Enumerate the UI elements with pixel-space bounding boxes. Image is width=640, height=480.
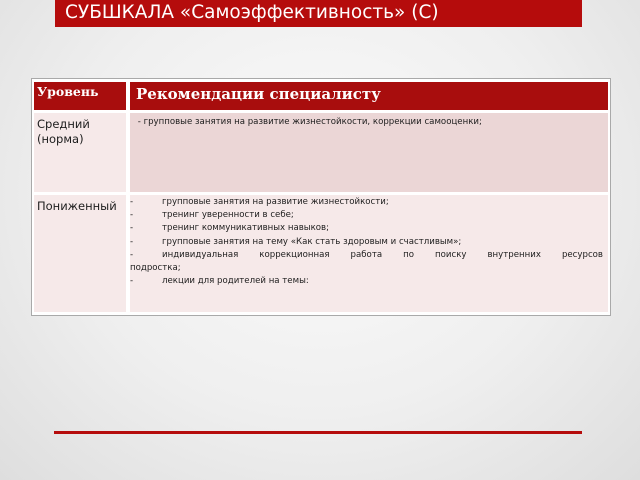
list-item-text: тренинг уверенности в себе; — [162, 210, 294, 221]
list-item-text: индивидуальная коррекционная работа по поиску внутренних ресурсов — [162, 249, 603, 260]
title-banner — [55, 0, 582, 27]
bullet-dash: - — [130, 236, 134, 247]
bullet-dash: - — [130, 276, 134, 287]
recommendation-cell-average: - групповые занятия на развитие жизнестойкости, коррекции самооценки; — [130, 113, 608, 192]
list-item-text: групповые занятия на развитие жизнестойкости; — [162, 197, 389, 207]
header-level: Уровень — [34, 82, 126, 110]
bullet-dash: - — [130, 197, 134, 207]
list-item-text: лекции для родителей на темы: — [162, 276, 309, 287]
list-item-text: групповые занятия на тему «Как стать здоровым и счастливым»; — [162, 236, 462, 247]
bottom-divider — [54, 431, 582, 434]
list-item — [130, 222, 603, 235]
list-item — [130, 249, 603, 262]
list-item — [130, 236, 603, 249]
bullet-dash: - — [130, 249, 134, 260]
list-item — [130, 196, 603, 209]
recommendation-cell-lowered — [130, 195, 608, 312]
level-cell-average: Средний (норма) — [34, 113, 126, 192]
bullet-dash: - — [130, 210, 134, 221]
list-item — [130, 275, 603, 288]
list-item-text: тренинг коммуникативных навыков; — [162, 223, 329, 234]
list-item-continuation: подростка; — [130, 263, 181, 274]
slide-title: СУБШКАЛА «Самоэффективность» (С) — [65, 2, 439, 23]
list-item — [130, 209, 603, 222]
bullet-dash: - — [130, 223, 134, 234]
level-cell-lowered: Пониженный — [34, 195, 126, 312]
header-recommendations: Рекомендации специалисту — [130, 82, 608, 110]
